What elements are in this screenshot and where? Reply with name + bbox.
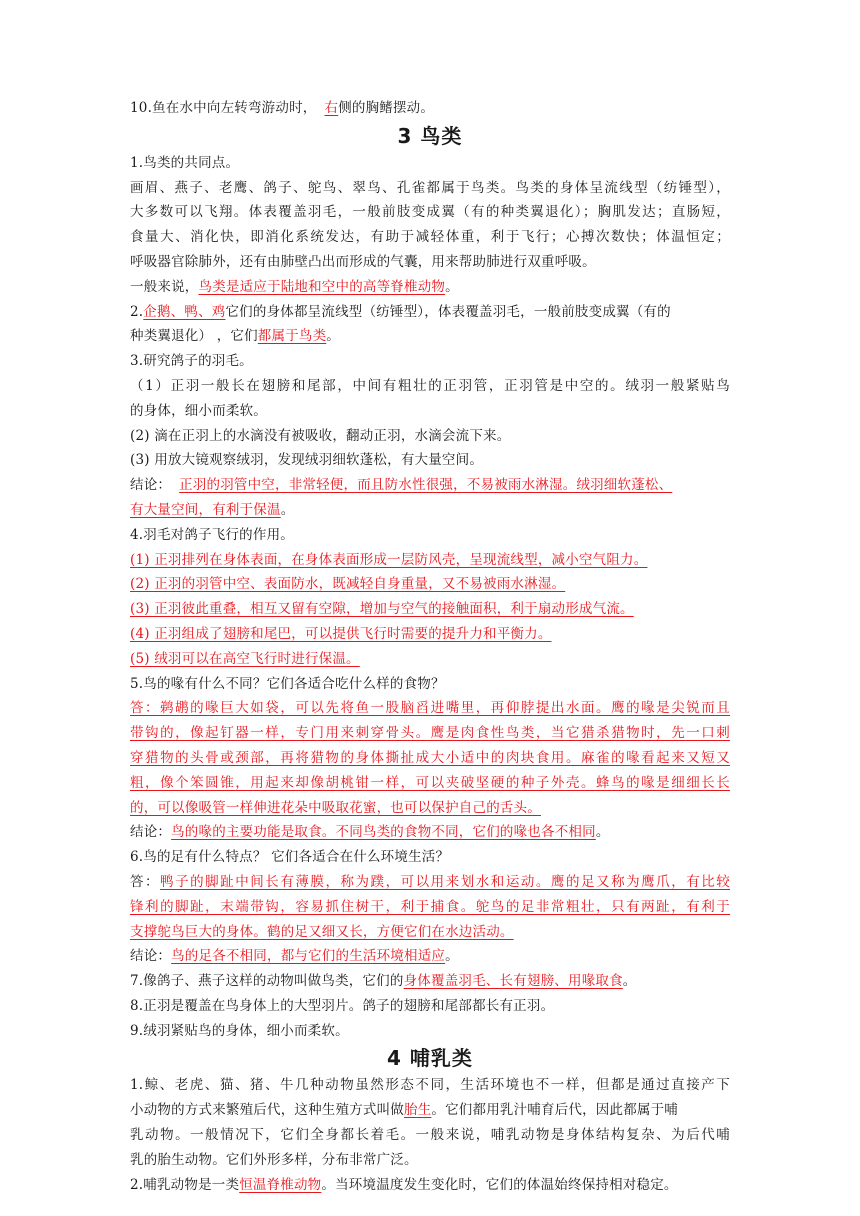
answer-line: 的，可以像吸管一样伸进花朵中吸取花蜜，也可以保护自己的舌头。: [130, 799, 541, 816]
question-2: 2.企鹅、鸭、鸡它们的身体都呈流线型（纺锤型），体表覆盖羽毛，一般前肢变成翼（有的: [130, 303, 671, 320]
answer-text: 鸭子的脚趾中间长有薄膜，称为蹼，可以用来划水和运动。鹰的足又称为鹰爪，有比较: [160, 873, 730, 890]
answer-line: 穿猎物的头骨或颈部，再将猎物的身体撕扯成大小适中的肉块食用。麻雀的喙看起来又短又: [130, 749, 730, 766]
paragraph-line: 大多数可以飞翔。体表覆盖羽毛，一般前肢变成翼（有的种类翼退化）；胸肌发达；直肠短，: [130, 204, 730, 221]
answer-line: 支撑鸵鸟巨大的身体。鹤的足又细又长，方便它们在水边活动。: [130, 923, 514, 940]
answer-line: 带钩的，像起钉器一样，专门用来刺穿骨头。鹰是肉食性鸟类，当它猎杀猎物时，先一口刺: [130, 725, 730, 742]
paragraph-line: （1）正羽一般长在翅膀和尾部，中间有粗壮的正羽管，正羽管是中空的。绒羽一般紧贴鸟: [130, 377, 730, 394]
answer-text: 有大量空间，有利于保温: [130, 501, 281, 518]
answer-blank: 身体覆盖羽毛、长有翅膀、用喙取食: [403, 973, 623, 990]
answer-line: 答：鹈鹕的喙巨大如袋，可以先将鱼一股脑舀进嘴里，再仰脖提出水面。鹰的喙是尖锐而且: [130, 700, 730, 717]
answer-blank: 鸟类是适应于陆地和空中的高等脊椎动物: [198, 278, 446, 295]
answer-line: (3) 正羽彼此重叠，相互又留有空隙，增加与空气的接触面积，利于扇动形成气流。: [130, 601, 634, 618]
question-6: 6.鸟的足有什么特点？ 它们各适合在什么环境生活？: [130, 849, 450, 866]
question-4: 4.羽毛对鸽子飞行的作用。: [130, 526, 294, 543]
paragraph-line: 呼吸器官除肺外，还有由肺壁凸出而形成的气囊，用来帮助肺进行双重呼吸。: [130, 253, 596, 270]
item-7: 7.像鸽子、燕子这样的动物叫做鸟类，它们的身体覆盖羽毛、长有翅膀、用喙取食。: [130, 973, 637, 990]
answer-text: 正羽的羽管中空，非常轻便，而且防水性很强，不易被雨水淋湿。绒羽细软蓬松、: [179, 477, 673, 494]
answer-blank: 企鹅、鸭、鸡: [143, 303, 226, 320]
paragraph-line: 一般来说，鸟类是适应于陆地和空中的高等脊椎动物。: [130, 278, 459, 295]
paragraph-line: 画眉、燕子、老鹰、鸽子、鸵鸟、翠鸟、孔雀都属于鸟类。鸟类的身体呈流线型（纺锤型），: [130, 179, 730, 196]
paragraph-line: 食量大、消化快，即消化系统发达，有助于减轻体重，利于飞行；心搏次数快；体温恒定；: [130, 229, 730, 246]
answer-text: 鸟的喙的主要功能是取食。不同鸟类的食物不同，它们的喙也各不相同: [171, 824, 596, 841]
paragraph-line: 种类翼退化） ，它们都属于鸟类。: [130, 328, 340, 345]
question-3: 3.研究鸽子的羽毛。: [130, 353, 253, 370]
conclusion-line: 结论： 正羽的羽管中空，非常轻便，而且防水性很强，不易被雨水淋湿。绒羽细软蓬松、: [130, 477, 673, 494]
answer-line: (5) 绒羽可以在高空飞行时进行保温。: [130, 650, 360, 667]
conclusion-line: 结论：鸟的喙的主要功能是取食。不同鸟类的食物不同，它们的喙也各不相同。: [130, 824, 610, 841]
paragraph-line: 2.哺乳动物是一类恒温脊椎动物。当环境温度发生变化时，它们的体温始终保持相对稳定。: [130, 1176, 678, 1193]
conclusion-line: 结论：鸟的足各不相同，都与它们的生活环境相适应。: [130, 948, 459, 965]
paragraph-line: (2) 滴在正羽上的水滴没有被吸收，翻动正羽，水滴会流下来。: [130, 427, 511, 444]
item-10: 10.鱼在水中向左转弯游动时， 右侧的胸鳍摆动。: [130, 100, 435, 116]
answer-blank: 右: [324, 100, 339, 116]
paragraph-line: 的身体，细小而柔软。: [130, 402, 267, 419]
section-heading-birds: 3 鸟类: [397, 123, 463, 148]
paragraph-line: 1.鲸、老虎、猫、猪、牛几种动物虽然形态不同，生活环境也不一样，但都是通过直接产下: [130, 1077, 730, 1094]
answer-blank: 胎生: [404, 1102, 432, 1119]
answer-blank: 恒温脊椎动物: [239, 1176, 322, 1193]
section-heading-mammals: 4 哺乳类: [387, 1046, 473, 1071]
item-9: 9.绒羽紧贴鸟的身体，细小而柔软。: [130, 1022, 349, 1039]
answer-line: (1) 正羽排列在身体表面，在身体表面形成一层防风壳，呈现流线型，减小空气阻力。: [130, 551, 648, 568]
answer-text: 鸟的足各不相同，都与它们的生活环境相适应: [171, 948, 446, 965]
paragraph-line: 小动物的方式来繁殖后代，这种生殖方式叫做胎生。它们都用乳汁哺育后代，因此都属于哺: [130, 1102, 679, 1119]
answer-blank: 都属于鸟类: [257, 328, 327, 345]
paragraph-line: 乳的胎生动物。它们外形多样，分布非常广泛。: [130, 1151, 418, 1168]
answer-line: (4) 正羽组成了翅膀和尾巴，可以提供飞行时需要的提升力和平衡力。: [130, 625, 552, 642]
paragraph-line: (3) 用放大镜观察绒羽，发现绒羽细软蓬松，有大量空间。: [130, 452, 484, 469]
item-8: 8.正羽是覆盖在鸟身体上的大型羽片。鸽子的翅膀和尾部都长有正羽。: [130, 997, 555, 1014]
question-1: 1.鸟类的共同点。: [130, 154, 240, 171]
answer-line: (2) 正羽的羽管中空、表面防水，既减轻自身重量，又不易被雨水淋湿。: [130, 576, 566, 593]
question-5: 5.鸟的喙有什么不同？它们各适合吃什么样的食物？: [130, 675, 445, 692]
paragraph-line: 乳动物。一般情况下，它们全身都长着毛。一般来说，哺乳动物是身体结构复杂、为后代哺: [130, 1127, 730, 1144]
answer-line: 粗，像个笨圆锥，用起来却像胡桃钳一样，可以夹破坚硬的种子外壳。蜂鸟的喙是细细长长: [130, 774, 730, 791]
worksheet-page: [130, 96, 730, 1197]
conclusion-line: 有大量空间，有利于保温。: [130, 501, 295, 518]
answer-line: 锋利的脚趾，末端带钩，容易抓住树干，利于捕食。鸵鸟的足非常粗壮，只有两趾，有利于: [130, 898, 730, 915]
answer-line: 答：鸭子的脚趾中间长有薄膜，称为蹼，可以用来划水和运动。鹰的足又称为鹰爪，有比较: [130, 873, 730, 890]
